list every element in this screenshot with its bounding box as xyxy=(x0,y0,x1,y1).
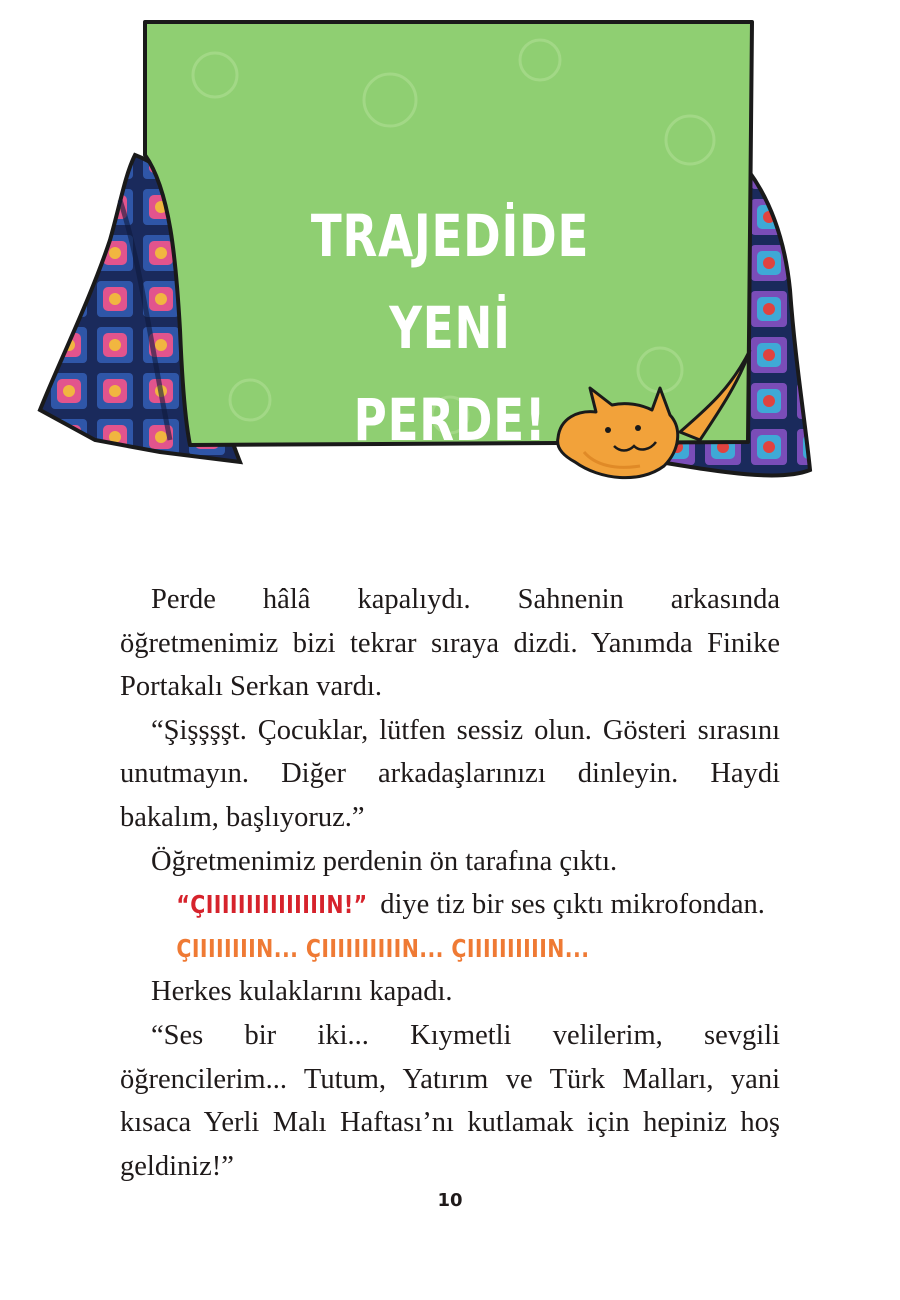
chapter-title-line-2: PERDE! xyxy=(353,386,547,454)
echo-sound-text: ÇIIIIIIIIN... ÇIIIIIIIIIIN... ÇIIIIIIIIIIN... xyxy=(176,933,590,963)
paragraph-1: Perde hâlâ kapalıydı. Sahnenin arkasında öğretmenimiz bizi tekrar sıraya dizdi. Yanımda Finike Portakalı Serkan vardı. xyxy=(120,584,780,703)
page-number: 10 xyxy=(437,1190,463,1211)
chapter-title-line-1: TRAJEDİDE YENİ xyxy=(310,202,590,362)
story-text xyxy=(120,578,780,1188)
paragraph-4-text: diye tiz bir ses çıktı mikrofondan. xyxy=(380,889,765,921)
paragraph-2: “Şişşşşt. Çocuklar, lütfen sessiz olun. Gösteri sırasını unutmayın. Diğer arkadaşlarınızı dinleyin. Haydi bakalım, başlıyoruz.” xyxy=(120,714,780,833)
shout-sound-text: “ÇIIIIIIIIIIIIIIIN!” xyxy=(176,890,368,920)
paragraph-5 xyxy=(120,927,780,971)
paragraph-4 xyxy=(120,883,780,927)
paragraph-3: Öğretmenimiz perdenin ön tarafına çıktı. xyxy=(151,845,618,877)
chapter-title xyxy=(247,190,653,466)
paragraph-7: “Ses bir iki... Kıymetli velilerim, sevgili öğrencilerim... Tutum, Yatırım ve Türk Malları, yani kısaca Yerli Malı Haftası’nı kutlamak için hepiniz hoş geldiniz!” xyxy=(120,1019,780,1182)
paragraph-6: Herkes kulaklarını kapadı. xyxy=(151,976,453,1008)
